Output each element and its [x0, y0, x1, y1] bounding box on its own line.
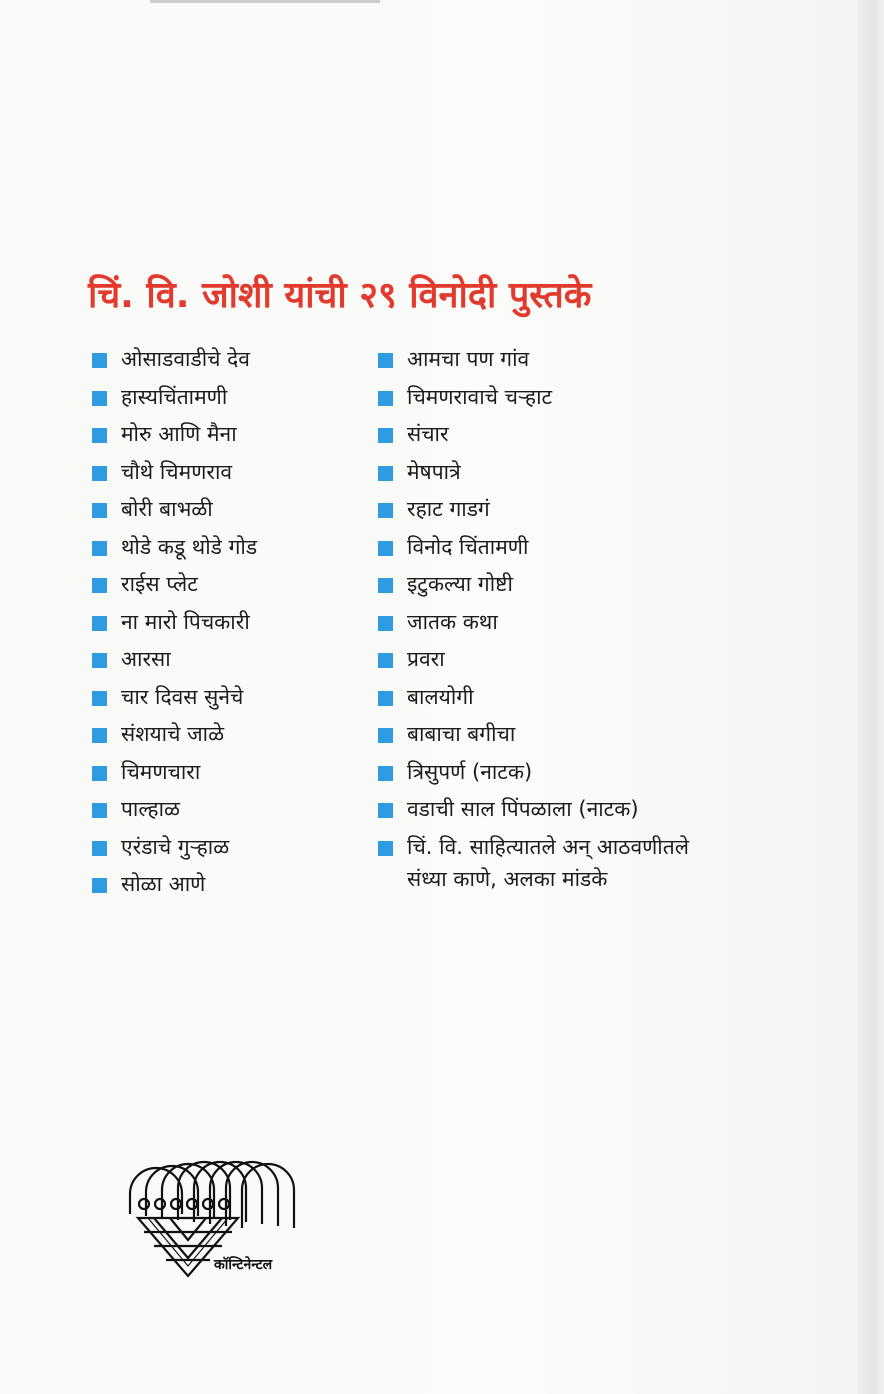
square-bullet-icon	[92, 541, 107, 556]
list-item-text: ना मारो पिचकारी	[121, 609, 250, 634]
square-bullet-icon	[378, 616, 393, 631]
square-bullet-icon	[378, 803, 393, 818]
square-bullet-icon	[92, 728, 107, 743]
list-item-text: मेषपात्रे	[407, 459, 461, 484]
square-bullet-icon	[378, 541, 393, 556]
list-item	[92, 681, 372, 719]
square-bullet-icon	[378, 691, 393, 706]
list-item-text: चिमणरावाचे चऱ्हाट	[407, 384, 553, 409]
square-bullet-icon	[378, 578, 393, 593]
list-item	[378, 568, 808, 606]
list-item-text: वडाची साल पिंपळाला (नाटक)	[407, 797, 639, 821]
list-item-text: पाल्हाळ	[121, 797, 180, 821]
list-item	[92, 418, 372, 456]
list-item-text: एरंडाचे गुऱ्हाळ	[121, 834, 230, 859]
square-bullet-icon	[378, 428, 393, 443]
square-bullet-icon	[92, 766, 107, 781]
page-title: चिं. वि. जोशी यांची २९ विनोदी पुस्तके	[88, 275, 592, 316]
square-bullet-icon	[378, 728, 393, 743]
square-bullet-icon	[92, 691, 107, 706]
list-item	[92, 568, 372, 606]
publisher-name: कॉन्टिनेन्टल	[214, 1257, 273, 1273]
list-item	[92, 793, 372, 831]
right-book-list	[378, 343, 808, 895]
list-item	[378, 456, 808, 494]
list-item-text	[407, 831, 689, 895]
list-item-text: बाबाचा बगीचा	[407, 722, 516, 746]
square-bullet-icon	[92, 578, 107, 593]
list-item	[378, 793, 808, 831]
list-item-text: चौथे चिमणराव	[121, 459, 233, 484]
list-item	[92, 456, 372, 494]
list-item-text: सोळा आणे	[121, 872, 206, 896]
list-item	[92, 831, 372, 869]
list-item-text: थोडे कडू थोडे गोड	[121, 534, 258, 559]
square-bullet-icon	[92, 503, 107, 518]
square-bullet-icon	[378, 353, 393, 368]
list-item	[92, 381, 372, 419]
square-bullet-icon	[378, 503, 393, 518]
square-bullet-icon	[92, 353, 107, 368]
list-item-line-2: संध्या काणे, अलका मांडके	[407, 866, 608, 891]
list-item-text: राईस प्लेट	[121, 572, 198, 596]
square-bullet-icon	[92, 653, 107, 668]
list-item	[378, 718, 808, 756]
list-item-text: आमचा पण गांव	[407, 347, 530, 371]
square-bullet-icon	[92, 878, 107, 893]
list-item-text: संचार	[407, 422, 449, 446]
list-item	[92, 868, 372, 906]
list-item-text: प्रवरा	[407, 647, 445, 671]
square-bullet-icon	[378, 841, 393, 856]
list-item-text: आरसा	[121, 647, 171, 671]
list-item-text: चिमणचारा	[121, 759, 201, 784]
list-item	[92, 343, 372, 381]
list-item-text: हास्यचिंतामणी	[121, 384, 228, 409]
square-bullet-icon	[92, 803, 107, 818]
top-edge-shadow	[150, 0, 380, 3]
square-bullet-icon	[378, 653, 393, 668]
list-item	[378, 831, 808, 895]
list-item-text: चार दिवस सुनेचे	[121, 684, 244, 709]
list-item-text: जातक कथा	[407, 609, 498, 634]
square-bullet-icon	[92, 391, 107, 406]
list-item	[92, 643, 372, 681]
list-item	[378, 418, 808, 456]
list-item	[92, 756, 372, 794]
list-item	[92, 531, 372, 569]
list-item-text: बोरी बाभळी	[121, 497, 213, 521]
list-item-text: बालयोगी	[407, 684, 474, 709]
list-item-text: रहाट गाडगं	[407, 497, 490, 521]
square-bullet-icon	[378, 391, 393, 406]
list-item	[378, 343, 808, 381]
left-book-list	[92, 343, 372, 906]
list-item-text: मोरु आणि मैना	[121, 422, 237, 446]
square-bullet-icon	[92, 466, 107, 481]
list-item-line-1: चिं. वि. साहित्यातले अन् आठवणीतले	[407, 834, 689, 859]
list-item	[378, 756, 808, 794]
list-item	[92, 606, 372, 644]
square-bullet-icon	[92, 841, 107, 856]
list-item-text: इटुकल्या गोष्टी	[407, 572, 513, 596]
list-item-text: त्रिसुपर्ण (नाटक)	[407, 759, 533, 784]
square-bullet-icon	[92, 428, 107, 443]
list-item	[378, 681, 808, 719]
list-item	[378, 493, 808, 531]
list-item	[378, 531, 808, 569]
spine-edge	[858, 0, 884, 1394]
list-item	[378, 643, 808, 681]
list-item-text: संशयाचे जाळे	[121, 722, 225, 746]
list-item	[378, 381, 808, 419]
square-bullet-icon	[378, 466, 393, 481]
list-item-text: ओसाडवाडीचे देव	[121, 347, 250, 371]
list-item	[92, 718, 372, 756]
list-item	[92, 493, 372, 531]
list-item-text: विनोद चिंतामणी	[407, 534, 529, 559]
square-bullet-icon	[92, 616, 107, 631]
list-item	[378, 606, 808, 644]
square-bullet-icon	[378, 766, 393, 781]
